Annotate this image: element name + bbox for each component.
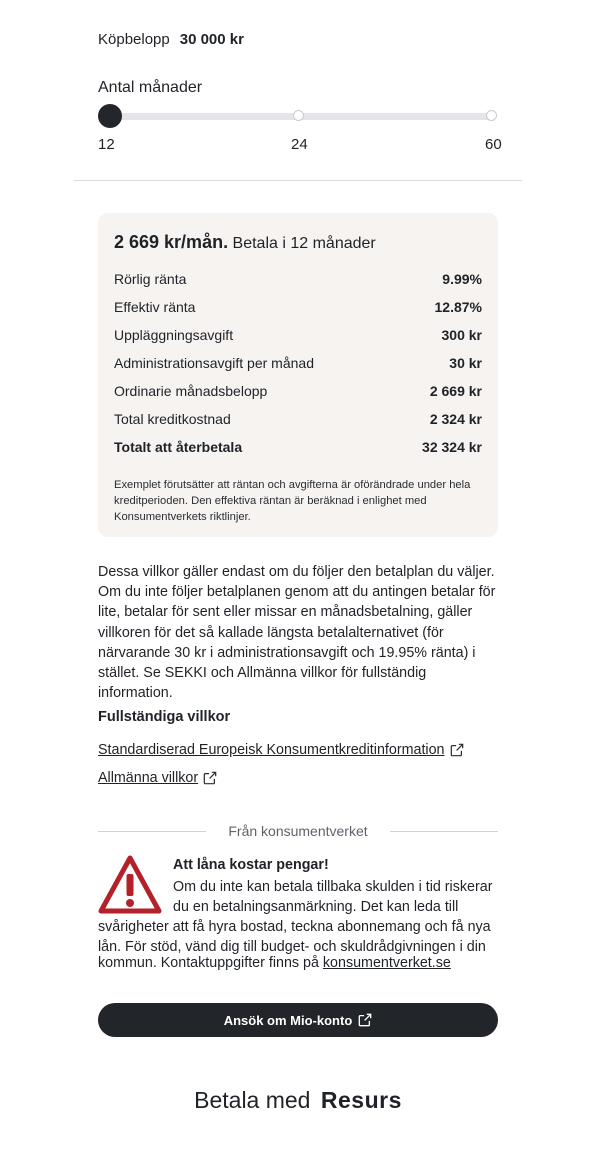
row-label: Total kreditkostnad	[114, 411, 231, 427]
full-terms-title: Fullständiga villkor	[98, 709, 231, 725]
slider-stop-24[interactable]	[293, 110, 304, 121]
row-value: 30 kr	[449, 355, 482, 371]
row-value: 2 669 kr	[429, 383, 482, 399]
summary-row	[114, 293, 482, 321]
apply-button[interactable]	[98, 1003, 498, 1037]
terms-text: Dessa villkor gäller endast om du följer den betalplan du väljer. Om du inte följer betalplanen genom att du antingen betalar för lite, betalar för sent eller missar en månadsbetalning, gäller villkoren för det så kallade längsta betalalternativet (för närvarande 30 kr i administrationsavgift och 19.95% ränta) i stället. Se SEKKI och Allmänna villkor för fullständig information.	[98, 564, 496, 702]
apply-button-label: Ansök om Mio-konto	[223, 1012, 353, 1028]
row-label: Rörlig ränta	[114, 271, 187, 287]
divider	[74, 180, 522, 181]
external-link-icon	[450, 743, 464, 757]
sekki-link-label[interactable]: Standardiserad Europeisk Konsumentkreditinformation	[98, 742, 445, 758]
footer-text: Betala med	[194, 1087, 311, 1113]
months-label: Antal månader	[98, 79, 203, 96]
summary-row	[114, 349, 482, 377]
general-terms-link[interactable]	[98, 770, 217, 786]
slider-tick-label: 60	[485, 136, 502, 153]
summary-row-total	[114, 433, 482, 461]
external-link-icon	[203, 771, 217, 785]
row-value: 9.99%	[442, 271, 482, 287]
purchase-value: 30 000 kr	[179, 31, 244, 48]
warning-title: Att låna kostar pengar!	[173, 857, 329, 873]
monthly-amount: 2 669 kr/mån.	[114, 232, 229, 252]
sekki-link[interactable]	[98, 742, 464, 758]
general-terms-link-label[interactable]: Allmänna villkor	[98, 770, 199, 786]
row-label: Ordinarie månadsbelopp	[114, 383, 268, 399]
purchase-label: Köpbelopp	[98, 31, 170, 48]
divider-line	[390, 831, 498, 832]
warning-text-line: du en betalningsanmärkning. Det kan leda till	[173, 899, 459, 915]
months-slider[interactable]	[98, 104, 498, 128]
konsumentverket-link[interactable]: konsumentverket.se	[322, 955, 451, 971]
warning-text-line: kommun. Kontaktuppgifter finns på	[98, 955, 323, 971]
row-value: 32 324 kr	[422, 439, 482, 455]
row-label: Totalt att återbetala	[114, 439, 243, 455]
warning-text-line: Om du inte kan betala tillbaka skulden i tid riskerar	[173, 879, 493, 895]
slider-tick-label: 24	[291, 136, 308, 153]
slider-tick-label: 12	[98, 136, 115, 153]
summary-row	[114, 377, 482, 405]
payment-summary-card	[98, 213, 498, 537]
row-label: Effektiv ränta	[114, 299, 196, 315]
slider-handle[interactable]	[98, 104, 122, 128]
row-value: 2 324 kr	[429, 411, 482, 427]
summary-note: Exemplet förutsätter att räntan och avgifterna är oförändrade under hela kreditperioden. Den effektiva räntan är beräknad i enlighet med Konsumentverkets riktlinjer.	[114, 479, 471, 523]
slider-stop-60[interactable]	[486, 110, 497, 121]
summary-row	[114, 265, 482, 293]
resurs-logo: Resurs	[320, 1087, 402, 1113]
external-link-icon	[358, 1013, 372, 1027]
consumer-agency-label: Från konsumentverket	[228, 823, 368, 839]
summary-row	[114, 405, 482, 433]
summary-row	[114, 321, 482, 349]
warning-text-line: lån. För stöd, vänd dig till budget- och skuldrådgivningen i din	[98, 939, 486, 955]
consumer-agency-divider	[98, 821, 498, 841]
row-value: 300 kr	[441, 327, 482, 343]
divider-line	[98, 831, 206, 832]
footer-brand	[0, 1087, 596, 1114]
warning-text-line-last	[98, 953, 451, 973]
purchase-amount	[98, 31, 244, 48]
pay-in-months: Betala i 12 månader	[232, 235, 376, 252]
row-label: Uppläggningsavgift	[114, 327, 234, 343]
warning-triangle-icon	[98, 855, 162, 915]
row-label: Administrationsavgift per månad	[114, 355, 314, 371]
summary-headline	[114, 232, 482, 253]
warning-text-line: svårigheter att få hyra bostad, teckna abonnemang och få nya	[98, 919, 491, 935]
row-value: 12.87%	[434, 299, 482, 315]
